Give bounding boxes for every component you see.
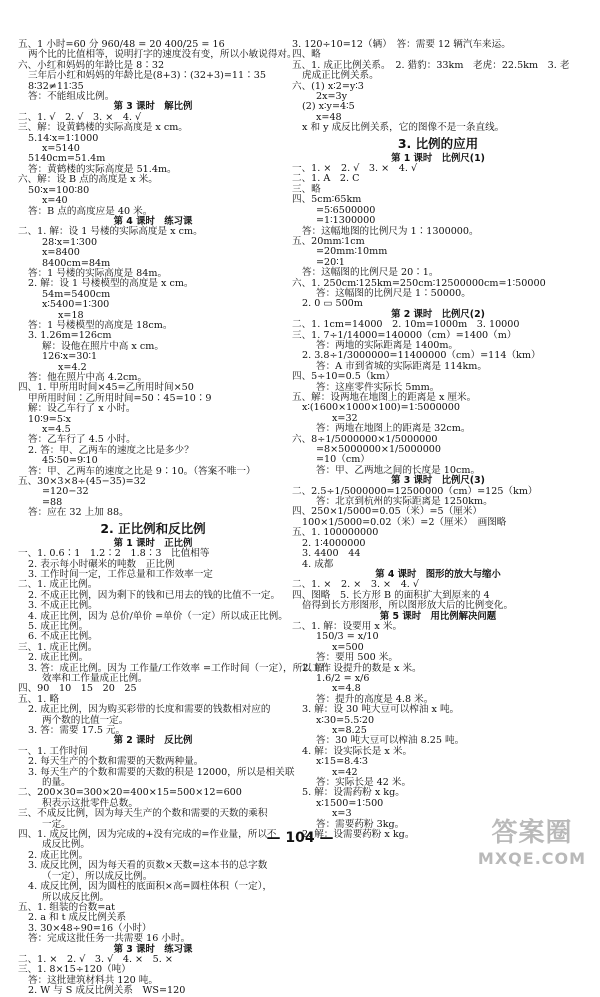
answer-line: x=32 xyxy=(332,412,358,424)
answer-line: 二、1. × 2. √ 3. √ 4. × 5. × xyxy=(18,953,173,965)
answer-line: 二、2.5÷1/5000000=12500000（cm）=125（km） xyxy=(292,485,538,497)
answer-line: 二、1. 解：设 1 号楼的实际高度是 x cm。 xyxy=(18,226,203,238)
watermark-url: MXQE.COM xyxy=(477,849,587,868)
answer-line: 五、20mm∶1cm xyxy=(292,235,365,247)
watermark-logo: 答案圈 xyxy=(491,818,573,848)
answer-line: 三、不成反比例，因为每天生产的个数和需要的天数的乘积 xyxy=(18,808,268,820)
answer-line: 2. 成正比例，因为购买彩带的长度和需要的钱数相对应的 xyxy=(28,704,271,716)
answer-line: 答：1 号楼模型的高度是 18cm。 xyxy=(28,319,173,331)
answer-line: 答：不能组成比例。 xyxy=(28,91,115,103)
answer-line: 8400cm=84m xyxy=(42,257,111,269)
answer-line: 2. 0 ▭ 500m xyxy=(302,298,363,310)
answer-line: 答：应在 32 上加 88。 xyxy=(28,507,129,519)
answer-line: 成反比例。 xyxy=(42,839,90,851)
answer-line: 答：乙车行了 4.5 小时。 xyxy=(28,434,136,446)
answer-line: 五、30×3×8÷(45−35)=32 xyxy=(18,476,146,488)
answer-line: 二、1. × 2. × 3. × 4. √ xyxy=(292,579,420,591)
lesson-heading: 第 1 课时 比例尺(1) xyxy=(391,152,485,164)
answer-line: 50∶x=100∶80 xyxy=(28,184,90,196)
answer-line: 10∶9=5∶x xyxy=(28,413,71,425)
answer-line: 3. 每天生产的个数和需要的天数的积是 12000，所以是相关联 xyxy=(28,766,295,778)
answer-line: 2. 解：设提升的数是 x 米。 xyxy=(302,662,422,674)
answer-line: 三、解：设黄鹤楼的实际高度是 x cm。 xyxy=(18,122,188,134)
answer-line: 四、5cm∶65km xyxy=(292,194,362,206)
answer-line: 2. W 与 S 成反比例关系 WS=120 xyxy=(28,985,186,997)
answer-line: 答：甲、乙两地之间的长度是 10cm。 xyxy=(316,464,481,476)
lesson-heading: 第 4 课时 图形的放大与缩小 xyxy=(375,568,501,580)
lesson-heading: 第 3 课时 比例尺(3) xyxy=(391,475,485,487)
watermark xyxy=(472,817,592,877)
answer-line: 3. 答：成正比例。因为 工作量/工作效率 =工作时间（一定），所以工作 xyxy=(28,662,331,674)
right-column xyxy=(292,40,584,840)
answer-line: x 和 y 成反比例关系，它的图像不是一条直线。 xyxy=(302,122,505,134)
answer-line: 四、1. 甲所用时间×45=乙所用时间×50 xyxy=(18,382,194,394)
answer-line: x=8.25 xyxy=(332,725,367,736)
answer-line: 四、略 xyxy=(292,49,321,61)
lesson-heading: 第 2 课时 反比例 xyxy=(113,735,193,747)
answer-line: 答：30 吨大豆可以榨油 8.25 吨。 xyxy=(316,735,465,747)
answer-line: 一、1. 工作时间 xyxy=(18,745,88,757)
answer-line: 二、1. 1cm=14000 2. 10m=1000m 3. 10000 xyxy=(292,319,520,331)
answer-line: 三、略 xyxy=(292,183,321,195)
answer-line: 甲所用时间∶乙所用时间=50∶45=10∶9 xyxy=(28,392,212,404)
answer-line: 2. 成正比例。 xyxy=(28,652,89,664)
answer-line: 效率和工作量成正比例。 xyxy=(42,672,148,684)
answer-line: 6. 不成正比例。 xyxy=(28,631,98,643)
answer-line: 5.14∶x=1∶1000 xyxy=(28,132,99,144)
answer-line: 四、1. 成反比例，因为完成的+没有完成的=作业量，所以不 xyxy=(18,829,277,841)
answer-line: x=4.2 xyxy=(58,361,87,373)
answer-line: 四、90 10 15 20 25 xyxy=(18,683,137,695)
answer-line: 3. 工作时间一定，工作总量和工作效率一定 xyxy=(28,568,213,580)
answer-line: 2. 表示每小时碾米的吨数 正比例 xyxy=(28,558,175,570)
answer-line: 答：这批建筑材料共 120 吨。 xyxy=(28,974,158,986)
answer-line: x∶1500=1∶500 xyxy=(316,797,384,809)
answer-line: x=8400 xyxy=(42,247,80,259)
answer-line: =1∶1300000 xyxy=(316,215,376,227)
answer-line: 二、1. √ 2. √ 3. × 4. √ xyxy=(18,111,142,123)
answer-line: 所以成反比例。 xyxy=(42,891,110,903)
answer-line: 5. 成正比例。 xyxy=(28,620,89,632)
answer-line: x=42 xyxy=(332,766,358,778)
answer-line: 100×1/5000=0.02（米）=2（厘米） 画图略 xyxy=(302,516,507,528)
answer-line: x∶30=5.5∶20 xyxy=(316,714,375,726)
lesson-heading: 第 1 课时 正比例 xyxy=(113,537,193,549)
answer-line: 倍得到长方形图形，所以图形放大后的比例变化。 xyxy=(302,600,514,612)
answer-line: 解：设乙车行了 x 小时。 xyxy=(28,403,136,415)
answer-line: x=40 xyxy=(42,195,68,207)
answer-line: 4. 成反比例，因为圆柱的底面积×高=圆柱体积（一定）， xyxy=(28,881,273,893)
answer-line: 二、1. 成正比例。 xyxy=(18,579,98,591)
answer-line: =10（cm） xyxy=(316,454,370,466)
answer-line: 一定。 xyxy=(42,818,71,830)
answer-line: 二、1. A 2. C xyxy=(292,173,360,185)
answer-line: 3. 120÷10=12（辆） 答：需要 12 辆汽车来运。 xyxy=(292,39,511,50)
answer-line: 3. 答：需要 17.5 元。 xyxy=(28,725,126,736)
answer-line: 一、1. × 2. √ 3. × 4. √ xyxy=(292,163,418,175)
answer-line: 答：要用 500 米。 xyxy=(316,652,398,664)
answer-line: 答：这幅图的比例尺是 1∶50000。 xyxy=(316,287,471,299)
answer-line: 三、1. 7÷1/14000=140000（cm）=1400（m） xyxy=(292,329,517,341)
answer-line: 答：甲、乙两车的速度之比是 9∶10。（答案不唯一） xyxy=(28,465,256,477)
answer-line: 5. 解：设需药粉 x kg。 xyxy=(302,787,405,799)
answer-line: 答：两地的实际距离是 1400m。 xyxy=(316,339,459,351)
answer-line: 三、1. 8×15÷120（吨） xyxy=(18,964,131,976)
answer-line: =8×5000000×1/5000000 xyxy=(316,444,442,456)
answer-line: 45∶50=9∶10 xyxy=(42,455,98,467)
lesson-heading: 第 5 课时 用比例解决问题 xyxy=(379,610,497,622)
answer-line: 4. 解：设实际长是 x 米。 xyxy=(302,745,413,757)
answer-line: 4. 成都 xyxy=(302,558,334,570)
answer-line: x∶5400=1∶300 xyxy=(42,299,110,311)
answer-line: 4. 成正比例，因为 总价/单价 =单价（一定）所以成正比例。 xyxy=(28,610,288,622)
answer-line: 答：B 点的高度应是 40 米。 xyxy=(28,205,153,217)
answer-line: 三、1. 成正比例。 xyxy=(18,641,98,653)
answer-line: 解：设他在照片中高 x cm。 xyxy=(42,340,164,352)
answer-line: 54m=5400cm xyxy=(42,288,111,300)
answer-line: 2. 3.8÷1/3000000=11400000（cm）=114（km） xyxy=(302,350,541,362)
lesson-heading: 第 2 课时 比例尺(2) xyxy=(391,308,485,320)
answer-line: 126∶x=30∶1 xyxy=(42,351,98,363)
answer-line: （一定），所以成反比例。 xyxy=(42,870,153,882)
unit-heading: 3. 比例的应用 xyxy=(397,135,479,151)
answer-line: 答：黄鹤楼的实际高度是 51.4m。 xyxy=(28,163,177,175)
answer-line: 3. 不成正比例。 xyxy=(28,600,98,612)
answer-line: 2x=3y xyxy=(316,91,348,103)
answer-line: 两个数的比值一定。 xyxy=(42,714,129,726)
answer-line: x∶(1600×1000×100)=1∶5000000 xyxy=(302,402,460,414)
answer-line: 答：1 号楼的实际高度是 84m。 xyxy=(28,267,168,279)
answer-line: 答：他在照片中高 4.2cm。 xyxy=(28,372,148,383)
answer-line: 2. 成正比例。 xyxy=(28,849,89,861)
answer-line: x=48 xyxy=(316,111,342,123)
answer-line: 3. 解：设 30 吨大豆可以榨油 x 吨。 xyxy=(302,704,460,716)
answer-line: =120−32 xyxy=(42,486,89,498)
answer-line: 答：这幅地图的比例尺为 1∶1300000。 xyxy=(302,225,479,237)
answer-line: x=18 xyxy=(58,309,84,321)
answer-line: x=500 xyxy=(332,641,364,653)
answer-line: 六、解：设 B 点的高度是 x 米。 xyxy=(18,174,158,186)
answer-line: 答：提升的高度是 4.8 米。 xyxy=(316,693,434,705)
answer-line: 1.6/2 = x/6 xyxy=(316,672,370,684)
answer-line: 五、1. 100000000 xyxy=(292,527,379,539)
answer-line: 2. 答：甲、乙两车的速度之比是多少？ xyxy=(28,444,194,456)
answer-line: 五、1. 略 xyxy=(18,693,59,705)
answer-line: 六、1. 250cm∶125km=250cm∶12500000cm=1∶50000 xyxy=(292,277,546,289)
answer-line: (2) x∶y=4∶5 xyxy=(302,101,355,113)
answer-line: 答：需要药粉 3kg。 xyxy=(316,818,405,830)
answer-line: 五、1. 组装的台数=at xyxy=(18,901,115,913)
answer-line: x=5140 xyxy=(42,143,80,155)
answer-line: 答：实际长是 42 米。 xyxy=(316,777,412,789)
answer-line: 3. 成反比例，因为每天看的页数×天数=这本书的总字数 xyxy=(28,860,268,872)
answer-line: x=3 xyxy=(332,808,352,820)
answer-line: =20mm∶10mm xyxy=(316,246,388,258)
answer-line: 两个比的比值相等，说明打字的速度没有变，所以小敏说得对。 xyxy=(28,49,297,61)
answer-line: 积表示这批零件总数。 xyxy=(42,797,138,809)
answer-line: 2. 不成正比例，因为剩下的钱和已用去的钱的比值不一定。 xyxy=(28,589,281,601)
answer-line: =20∶1 xyxy=(316,256,345,268)
answer-line: 二、200×30=300×20=400×15=500×12=600 xyxy=(18,787,242,799)
answer-line: 2. 解：设需要药粉 x kg。 xyxy=(302,829,415,841)
answer-line: 五、1. 成正比例关系。 2. 猎豹：33km 老虎：22.5km 3. 老 xyxy=(292,59,570,71)
answer-line: x∶15=8.4∶3 xyxy=(316,756,369,768)
answer-line: 二、1. 解：设要用 x 米。 xyxy=(292,620,403,632)
answer-line: 答：完成这批任务一共需要 16 小时。 xyxy=(28,933,191,945)
answer-line: 一、1. 0.6∶1 1.2∶2 1.8∶3 比值相等 xyxy=(18,548,210,560)
answer-line: 五、1 小时=60 分 960/48 = 20 400/25 = 16 xyxy=(18,39,225,50)
answer-line: 五、解：设两地在地图上的距离是 x 厘米。 xyxy=(292,392,477,403)
answer-line: =88 xyxy=(42,496,63,508)
unit-heading: 2. 正比例和反比例 xyxy=(100,520,206,536)
answer-line: 8∶32≠11∶35 xyxy=(28,80,84,92)
answer-line: 150/3 = x/10 xyxy=(316,631,379,643)
answer-line: 3. 4400 44 xyxy=(302,548,361,560)
answer-line: 六、小红和妈妈的年龄比是 8∶32 xyxy=(18,59,165,71)
lesson-heading: 第 3 课时 练习课 xyxy=(113,943,193,955)
answer-line: 2. 解：设 1 号楼模型的高度是 x cm。 xyxy=(28,278,194,290)
answer-line: 28∶x=1∶300 xyxy=(42,236,98,248)
answer-line: 5140cm=51.4m xyxy=(28,153,106,165)
answer-line: 四、5÷10=0.5（km） xyxy=(292,371,395,383)
answer-line: 的量。 xyxy=(42,777,71,789)
answer-line: 四、250×1/5000=0.05（米）=5（厘米） xyxy=(292,506,482,518)
answer-line: 三年后小红和妈妈的年龄比是(8+3)∶(32+3)=11∶35 xyxy=(28,70,266,82)
answer-line: 六、8÷1/5000000×1/5000000 xyxy=(292,433,438,445)
answer-line: 虎成正比例关系。 xyxy=(302,70,379,82)
answer-line: x=4.5 xyxy=(42,424,71,436)
lesson-heading: 第 3 课时 解比例 xyxy=(113,101,193,113)
answer-line: 3. 30×48÷90=16（小时） xyxy=(28,922,152,934)
answer-line: 答：北京到杭州的实际距离是 1250km。 xyxy=(316,496,493,508)
answer-line: 2. a 和 t 成反比例关系 xyxy=(28,912,127,924)
lesson-heading: 第 4 课时 练习课 xyxy=(113,215,193,227)
answer-line: 2. 每天生产的个数和需要的天数两种量。 xyxy=(28,756,204,768)
answer-line: 四、图略 5. 长方形 B 的面积扩大到原来的 4 xyxy=(292,589,490,601)
answer-line: 3. 1.26m=126cm xyxy=(28,330,112,342)
answer-line: 六、(1) x∶2=y∶3 xyxy=(292,80,364,92)
answer-line: 答：A 市到省城的实际距离是 114km。 xyxy=(316,360,487,372)
answer-line: 答：两地在地图上的距离是 32cm。 xyxy=(316,423,471,435)
answer-line: 答：这幅图的比例尺是 20∶1。 xyxy=(302,267,439,279)
answer-line: 答：这座零件实际长 5mm。 xyxy=(316,381,440,393)
answer-line: x=4.8 xyxy=(332,683,361,695)
page-number: — 104 — xyxy=(266,830,334,846)
answer-line: =5∶6500000 xyxy=(316,204,376,216)
answer-line: 2. 1∶4000000 xyxy=(302,537,366,549)
